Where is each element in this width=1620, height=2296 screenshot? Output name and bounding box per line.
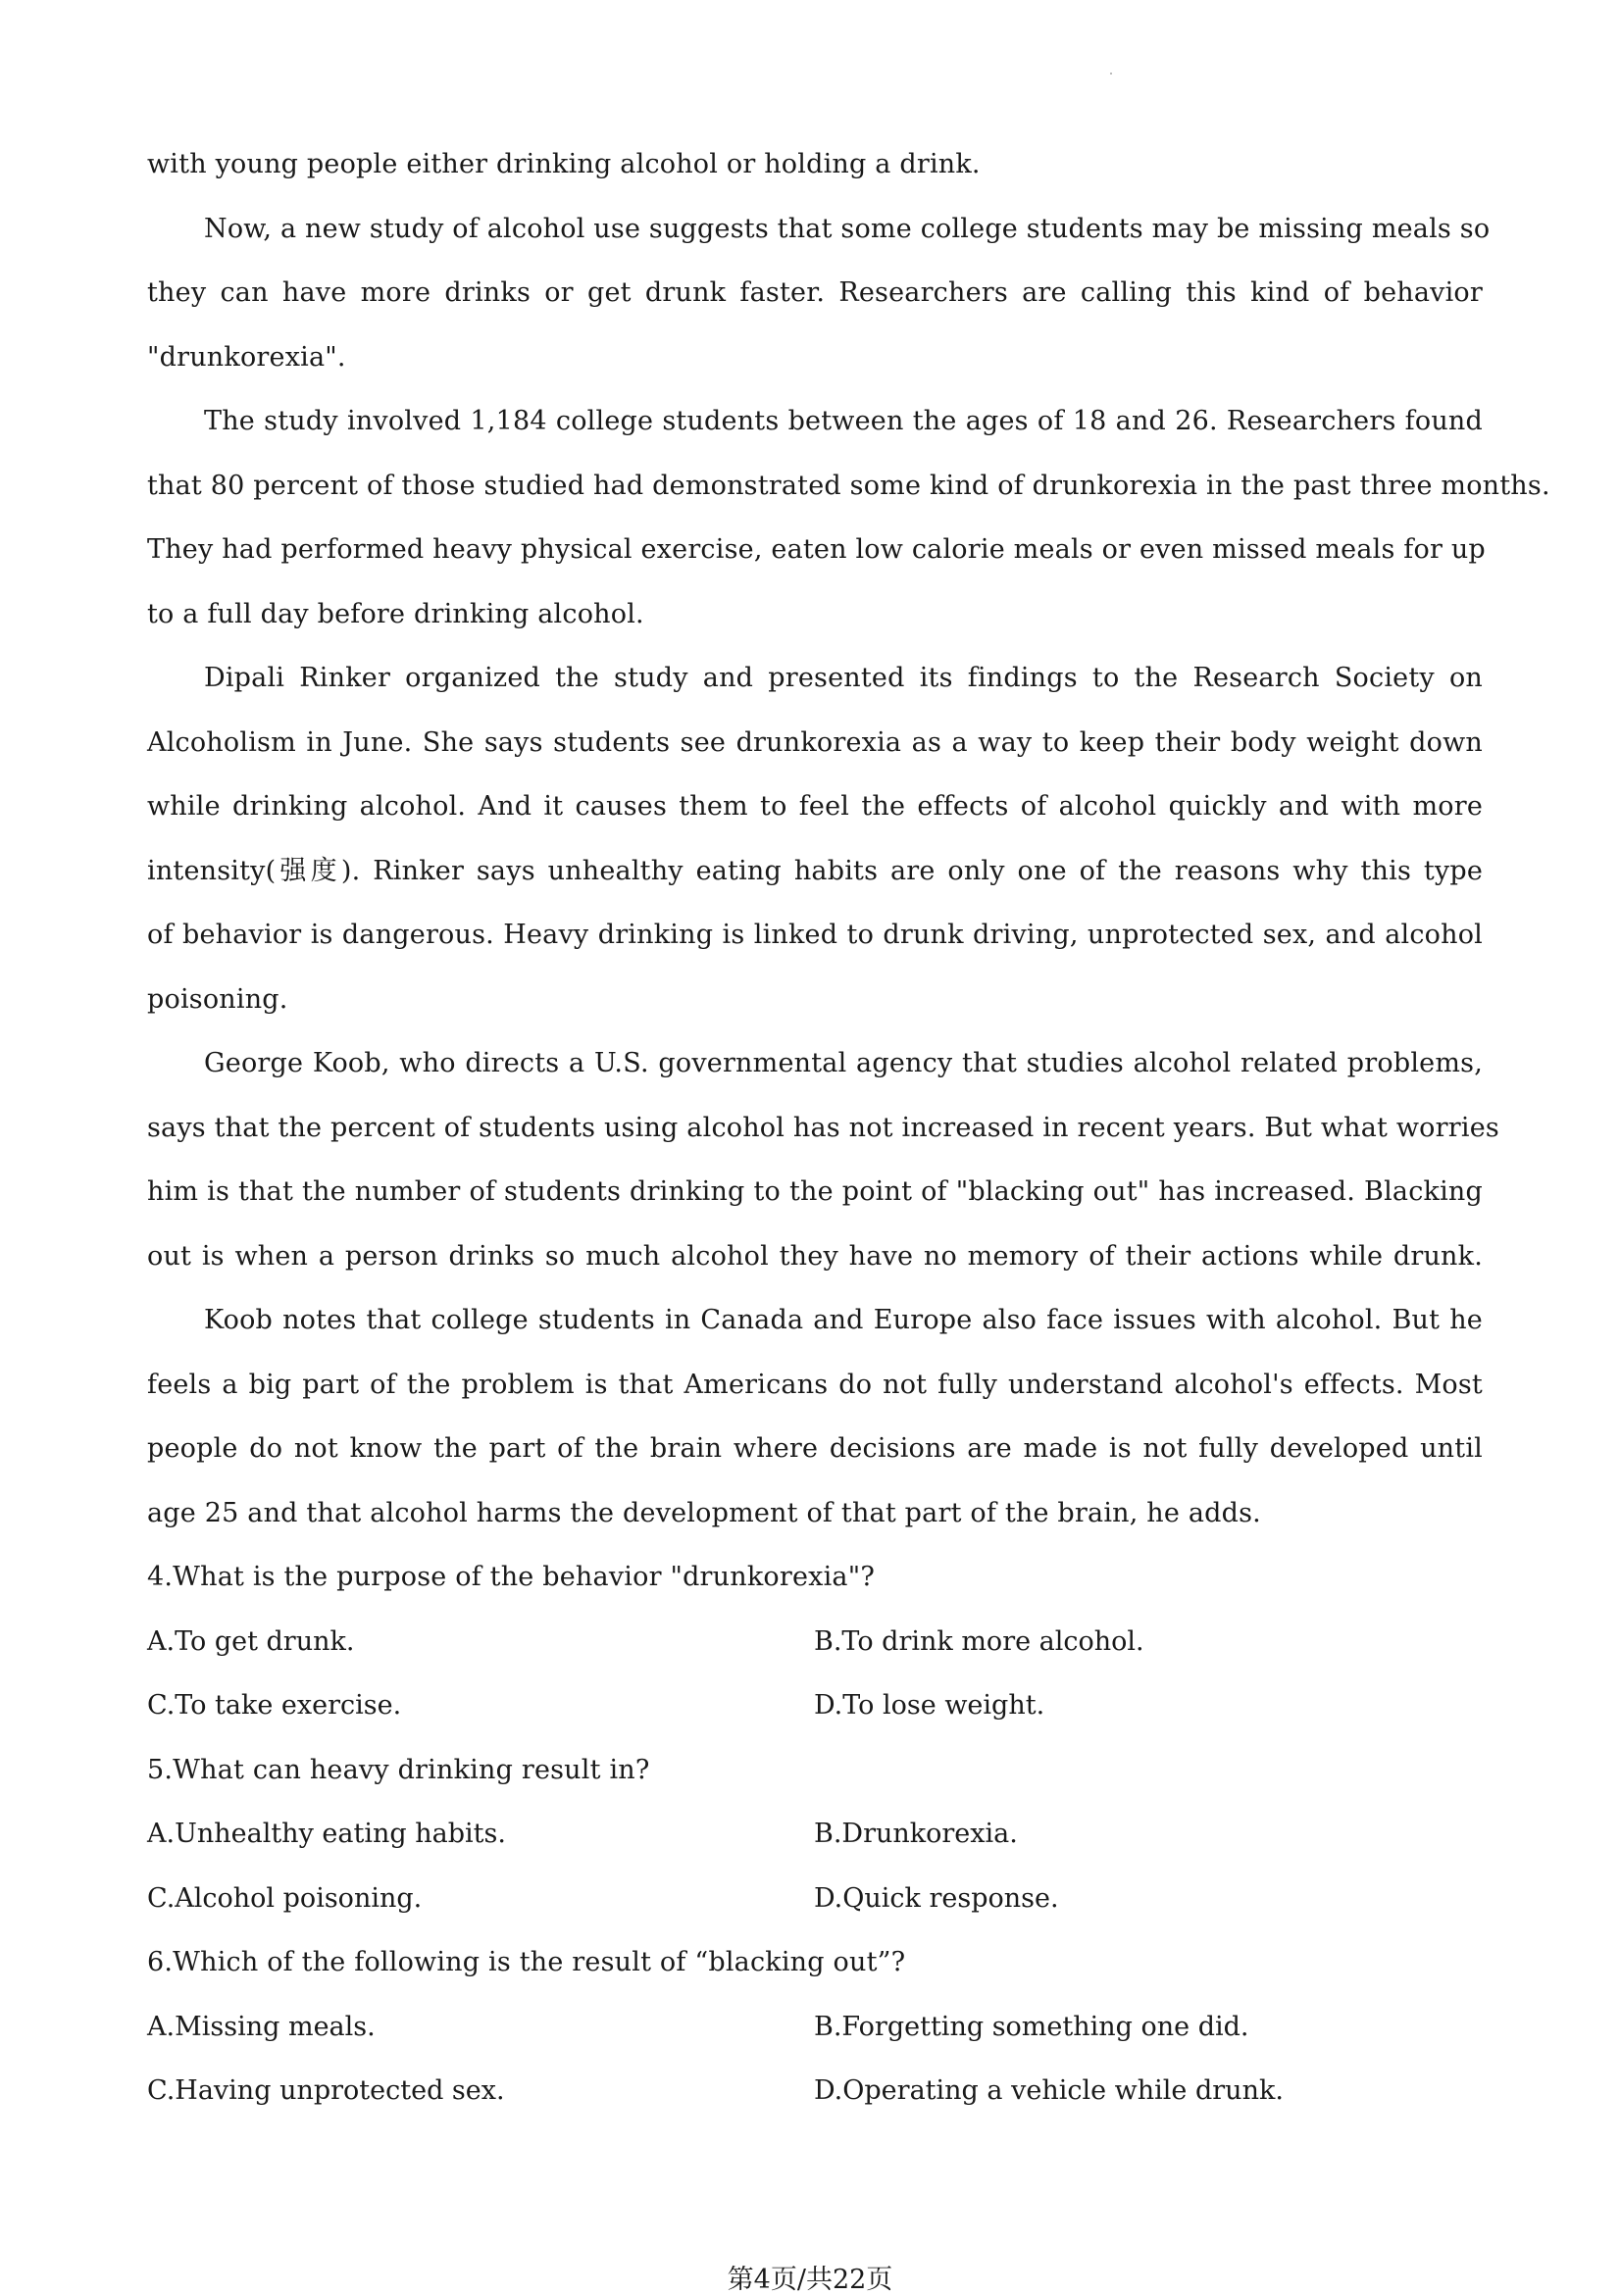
options-row: [147, 1673, 1483, 1738]
passage-line: they can have more drinks or get drunk faster. Researchers are calling this kind of behavior: [147, 277, 1483, 308]
passage-line: They had performed heavy physical exercise, eaten low calorie meals or even missed meals for up: [147, 534, 1486, 565]
passage-line: says that the percent of students using alcohol has not increased in recent years. But what worries: [147, 1112, 1499, 1143]
passage-line: Now, a new study of alcohol use suggests that some college students may be missing meals so: [204, 213, 1491, 244]
passage-line: while drinking alcohol. And it causes them to feel the effects of alcohol quickly and with more: [147, 791, 1483, 822]
passage-line: him is that the number of students drinking to the point of "blacking out" has increased. Blacking: [147, 1176, 1483, 1207]
passage-line: age 25 and that alcohol harms the development of that part of the brain, he adds.: [147, 1497, 1261, 1528]
scan-speck: [1110, 73, 1112, 75]
option-6c: C.Having unprotected sex.: [147, 2075, 505, 2106]
passage-line: feels a big part of the problem is that Americans do not fully understand alcohol's effects. Most: [147, 1369, 1483, 1400]
passage-line: poisoning.: [147, 983, 288, 1015]
document-page: [147, 132, 1550, 2123]
question-stem-5: 5.What can heavy drinking result in?: [147, 1754, 650, 1785]
options-row: [147, 1995, 1483, 2060]
passage-line: "drunkorexia".: [147, 341, 346, 373]
options-row: [147, 1802, 1483, 1867]
passage-line: with young people either drinking alcohol or holding a drink.: [147, 149, 981, 179]
passage-line: to a full day before drinking alcohol.: [147, 598, 644, 629]
option-4b: B.To drink more alcohol.: [814, 1625, 1144, 1657]
passage-line: out is when a person drinks so much alcohol they have no memory of their actions while drunk.: [147, 1240, 1483, 1272]
passage-line: Dipali Rinker organized the study and presented its findings to the Research Society on: [204, 663, 1483, 693]
question-stem-6: 6.Which of the following is the result of “blacking out”?: [147, 1947, 906, 1977]
question-stem-4: 4.What is the purpose of the behavior "drunkorexia"?: [147, 1562, 875, 1592]
passage-line: people do not know the part of the brain where decisions are made is not fully developed until: [147, 1433, 1483, 1464]
passage-line: intensity(强度). Rinker says unhealthy eating habits are only one of the reasons why this type: [147, 855, 1483, 886]
passage-line: of behavior is dangerous. Heavy drinking is linked to drunk driving, unprotected sex, and alcohol: [147, 920, 1483, 950]
option-4c: C.To take exercise.: [147, 1690, 402, 1721]
option-5a: A.Unhealthy eating habits.: [147, 1819, 506, 1849]
passage-line: Alcoholism in June. She says students see drunkorexia as a way to keep their body weight down: [147, 726, 1483, 758]
passage-line: The study involved 1,184 college students between the ages of 18 and 26. Researchers found: [204, 406, 1483, 436]
passage-line: George Koob, who directs a U.S. governmental agency that studies alcohol related problems,: [204, 1048, 1483, 1078]
option-6a: A.Missing meals.: [147, 2011, 376, 2042]
passage-line: Koob notes that college students in Canada and Europe also face issues with alcohol. But he: [204, 1305, 1483, 1335]
option-4d: D.To lose weight.: [814, 1690, 1045, 1721]
option-4a: A.To get drunk.: [147, 1625, 355, 1657]
options-row: [147, 2059, 1483, 2123]
options-row: [147, 1867, 1483, 1931]
page-number-footer: 第4页/共22页: [727, 2265, 893, 2295]
option-5c: C.Alcohol poisoning.: [147, 1882, 423, 1914]
option-6d: D.Operating a vehicle while drunk.: [814, 2075, 1284, 2106]
option-5b: B.Drunkorexia.: [814, 1819, 1018, 1849]
passage-line: that 80 percent of those studied had demonstrated some kind of drunkorexia in the past three months.: [147, 470, 1550, 501]
option-5d: D.Quick response.: [814, 1882, 1059, 1914]
options-row: [147, 1610, 1483, 1674]
option-6b: B.Forgetting something one did.: [814, 2011, 1249, 2042]
